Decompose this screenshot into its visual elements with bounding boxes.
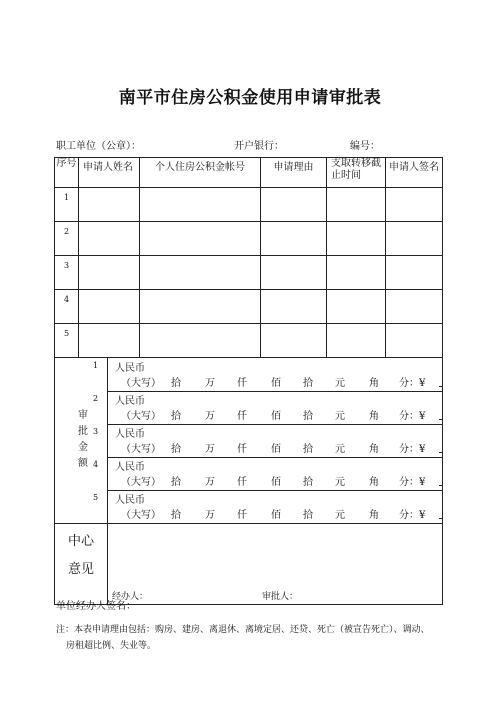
- account-number-cell[interactable]: [140, 290, 261, 324]
- amount-unit-char: 元: [335, 477, 345, 488]
- amount-unit-char: 拾: [303, 378, 313, 389]
- amount-unit-char: 分：¥: [399, 477, 426, 488]
- amount-blank-line[interactable]: [439, 419, 442, 420]
- amount-unit-char: 分：¥: [399, 411, 426, 422]
- account-number-cell[interactable]: [140, 188, 261, 222]
- table-row: [55, 324, 443, 358]
- approval-amount-line[interactable]: 3 人民币 （大写） 拾 万 仟 佰 拾 元 角 分：¥: [107, 424, 442, 458]
- account-number-cell[interactable]: [140, 222, 261, 256]
- table-row: [55, 290, 443, 324]
- amount-unit-char: 佰: [271, 411, 281, 422]
- note-line-1: 注：本表申请理由包括：购房、建房、离退休、离境定居、还贷、死亡（被宣告死亡）、调动、: [56, 625, 430, 635]
- row-index: 1: [55, 188, 79, 222]
- applicant-name-cell[interactable]: [79, 290, 140, 324]
- header-seq: 序号: [55, 158, 79, 188]
- amount-unit-char: 角: [369, 411, 379, 422]
- signature-cell[interactable]: [386, 188, 443, 222]
- amount-unit-char: 拾: [171, 444, 181, 455]
- applicant-name-cell[interactable]: [79, 324, 140, 358]
- amount-unit-char: 拾: [171, 477, 181, 488]
- amount-unit-char: 仟: [237, 510, 247, 521]
- amount-unit-char: 分：¥: [399, 510, 426, 521]
- row-index: 2: [55, 222, 79, 256]
- account-number-cell[interactable]: [140, 256, 261, 290]
- amount-unit-char: 万: [205, 510, 215, 521]
- amount-unit-char: 仟: [237, 477, 247, 488]
- handler-label: 经办人：: [112, 592, 149, 602]
- amount-unit-char: 万: [205, 411, 215, 422]
- row-index: 3: [55, 256, 79, 290]
- center-opinion-input[interactable]: [108, 524, 442, 604]
- amount-unit-char: 拾: [171, 411, 181, 422]
- amount-unit-char: 拾: [303, 411, 313, 422]
- table-row: [55, 188, 443, 222]
- reason-cell[interactable]: [261, 324, 327, 358]
- reason-cell[interactable]: [261, 222, 327, 256]
- amount-unit-char: 元: [335, 378, 345, 389]
- center-opinion-label: 中心意见: [67, 534, 94, 577]
- amount-blank-line[interactable]: [439, 518, 442, 519]
- header-account-number: 个人住房公积金帐号: [140, 158, 261, 188]
- transfer-deadline-cell[interactable]: [327, 256, 386, 290]
- amount-unit-char: 拾: [171, 378, 181, 389]
- amount-unit-char: 拾: [171, 510, 181, 521]
- amount-unit-char: 拾: [303, 444, 313, 455]
- applicant-name-cell[interactable]: [79, 222, 140, 256]
- amount-unit-char: 万: [205, 444, 215, 455]
- header-applicant-signature: 申请人签名: [386, 158, 443, 188]
- amount-unit-char: 佰: [271, 378, 281, 389]
- approval-form-table: [54, 157, 443, 605]
- table-header-row: [55, 158, 443, 188]
- amount-blank-line[interactable]: [439, 485, 442, 486]
- amount-unit-char: 角: [369, 444, 379, 455]
- transfer-deadline-cell[interactable]: [327, 290, 386, 324]
- reason-cell[interactable]: [261, 290, 327, 324]
- employer-unit-label: 职工单位（公章）：: [56, 141, 141, 152]
- reason-cell[interactable]: [261, 188, 327, 222]
- amount-unit-char: 拾: [303, 510, 313, 521]
- center-opinion-section: [55, 524, 443, 605]
- amount-unit-char: 角: [369, 378, 379, 389]
- number-label: 编号：: [350, 141, 380, 152]
- amount-blank-line[interactable]: [439, 386, 442, 387]
- header-applicant-name: 申请人姓名: [79, 158, 140, 188]
- table-row: [55, 256, 443, 290]
- amount-unit-char: 万: [205, 477, 215, 488]
- approval-amount-line[interactable]: 5 人民币 （大写） 拾 万 仟 佰 拾 元 角 分：¥: [107, 490, 442, 523]
- reason-cell[interactable]: [261, 256, 327, 290]
- amount-unit-char: 仟: [237, 444, 247, 455]
- bank-label: 开户银行：: [234, 141, 284, 152]
- approval-amount-line[interactable]: 1 人民币 （大写） 拾 万 仟 佰 拾 元 角 分：¥: [107, 358, 442, 392]
- amount-unit-char: 仟: [237, 378, 247, 389]
- table-row: [55, 222, 443, 256]
- amount-unit-char: 佰: [271, 510, 281, 521]
- amount-unit-char: 元: [335, 444, 345, 455]
- amount-unit-char: 佰: [271, 477, 281, 488]
- form-title: 南平市住房公积金使用申请审批表: [118, 88, 382, 108]
- approval-amount-section: [55, 358, 443, 524]
- amount-unit-char: 角: [369, 477, 379, 488]
- amount-unit-char: 角: [369, 510, 379, 521]
- amount-unit-char: 分：¥: [399, 444, 426, 455]
- transfer-deadline-cell[interactable]: [327, 222, 386, 256]
- approval-amount-label: 审批金额: [75, 408, 87, 473]
- header-reason: 申请理由: [261, 158, 327, 188]
- header-transfer-deadline: 支取转移截止时间: [327, 158, 386, 188]
- note-line-2: 房租超比例、失业等。: [66, 641, 157, 651]
- applicant-name-cell[interactable]: [79, 188, 140, 222]
- center-opinion-row: [55, 524, 443, 605]
- amount-unit-char: 分：¥: [399, 378, 426, 389]
- approval-amount-row: [55, 358, 443, 524]
- amount-unit-char: 元: [335, 411, 345, 422]
- approver-label: 审批人：: [262, 592, 299, 602]
- amount-blank-line[interactable]: [439, 452, 442, 453]
- approval-amount-line[interactable]: 2 人民币 （大写） 拾 万 仟 佰 拾 元 角 分：¥: [107, 391, 442, 425]
- amount-unit-char: 万: [205, 378, 215, 389]
- approval-amount-line[interactable]: 4 人民币 （大写） 拾 万 仟 佰 拾 元 角 分：¥: [107, 457, 442, 491]
- center-opinion-label-cell: [55, 524, 108, 604]
- unit-handler-signature-label: 单位经办人签名：: [56, 601, 136, 612]
- signature-cell[interactable]: [386, 256, 443, 290]
- amount-unit-char: 元: [335, 510, 345, 521]
- transfer-deadline-cell[interactable]: [327, 188, 386, 222]
- amount-unit-char: 拾: [303, 477, 313, 488]
- applicant-name-cell[interactable]: [79, 256, 140, 290]
- amount-unit-char: 佰: [271, 444, 281, 455]
- amount-unit-char: 仟: [237, 411, 247, 422]
- row-index: 5: [55, 324, 79, 358]
- signature-cell[interactable]: [386, 290, 443, 324]
- signature-cell[interactable]: [386, 222, 443, 256]
- account-number-cell[interactable]: [140, 324, 261, 358]
- transfer-deadline-cell[interactable]: [327, 324, 386, 358]
- row-index: 4: [55, 290, 79, 324]
- signature-cell[interactable]: [386, 324, 443, 358]
